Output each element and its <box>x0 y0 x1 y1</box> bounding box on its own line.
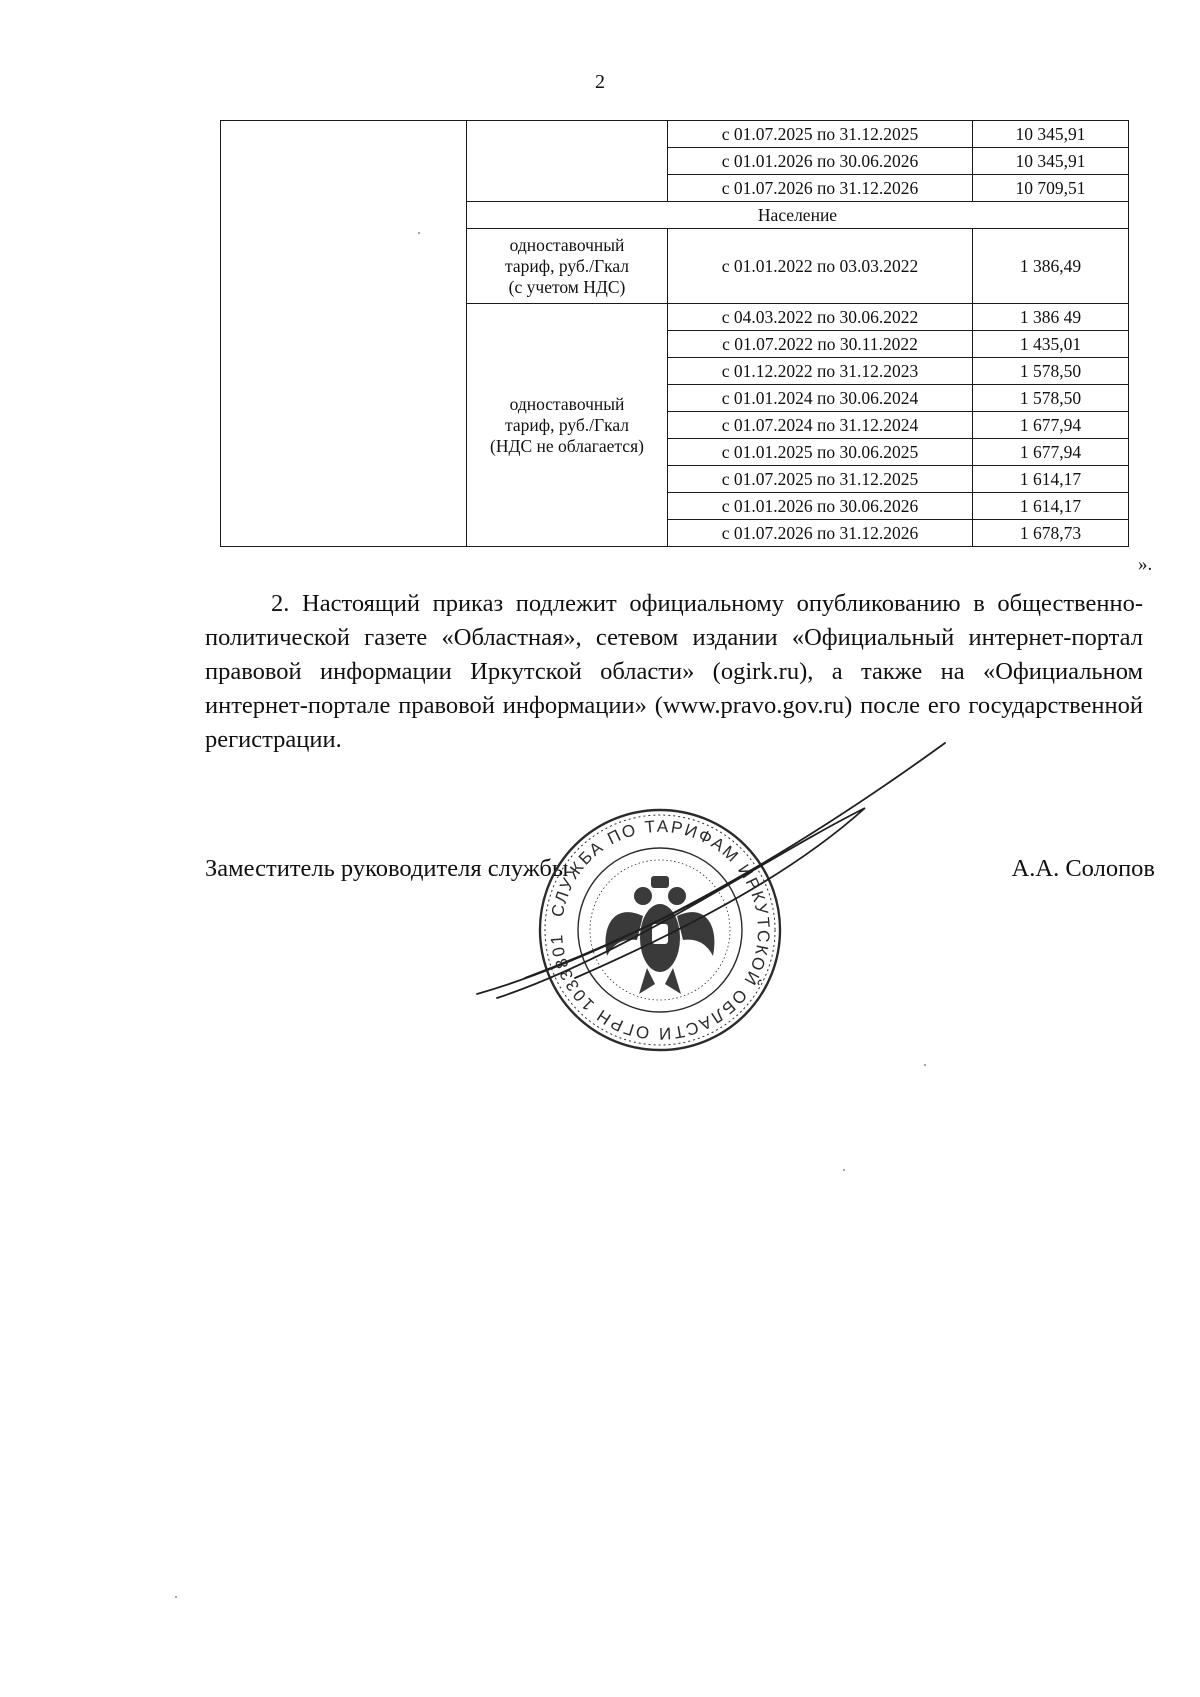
tariff-type-line: (с учетом НДС) <box>508 276 626 297</box>
period-cell: с 01.07.2024 по 31.12.2024 <box>668 412 973 439</box>
scan-speck <box>924 1064 926 1066</box>
paragraph-number: 2. <box>271 590 290 617</box>
scan-speck <box>843 1169 845 1171</box>
section-header-population: Население <box>467 202 1129 229</box>
period-cell: с 04.03.2022 по 30.06.2022 <box>668 304 973 331</box>
seal-ring-text <box>509 783 773 1043</box>
scan-speck <box>418 232 420 234</box>
seal-ring-textpath: СЛУЖБА ПО ТАРИФАМ ИРКУТСКОЙ ОБЛАСТИ ОГРН 1033801025092 <box>509 783 774 1044</box>
tariff-type-vat-cell <box>467 229 668 304</box>
period-cell: с 01.01.2026 по 30.06.2026 <box>668 493 973 520</box>
tariff-value-cell: 1 677,94 <box>973 412 1129 439</box>
tariff-value-cell: 10 345,91 <box>973 148 1129 175</box>
page-number: 2 <box>595 71 605 93</box>
signer-name: А.А. Солопов <box>1011 855 1155 882</box>
period-cell: с 01.07.2022 по 30.11.2022 <box>668 331 973 358</box>
tariff-value-cell: 1 578,50 <box>973 385 1129 412</box>
period-cell: с 01.07.2025 по 31.12.2025 <box>668 466 973 493</box>
tariff-type-no-vat-cell <box>467 304 668 547</box>
signer-title: Заместитель руководителя службы <box>205 855 569 882</box>
tariff-value-cell: 1 386 49 <box>973 304 1129 331</box>
tariff-type-line: одноставочный <box>509 393 625 414</box>
scan-speck <box>175 1596 177 1598</box>
tariff-value-cell: 1 614,17 <box>973 466 1129 493</box>
table-row <box>221 121 1129 148</box>
seal-graphic <box>509 783 1035 1063</box>
tariff-table <box>220 120 1129 547</box>
tariff-value-cell: 10 345,91 <box>973 121 1129 148</box>
paragraph-2 <box>205 587 1143 757</box>
tariff-value-cell: 1 435,01 <box>973 331 1129 358</box>
period-cell: с 01.01.2025 по 30.06.2025 <box>668 439 973 466</box>
period-cell: с 01.07.2025 по 31.12.2025 <box>668 121 973 148</box>
tariff-value-cell: 10 709,51 <box>973 175 1129 202</box>
tariff-type-line: (НДС не облагается) <box>490 435 644 456</box>
period-cell: с 01.01.2024 по 30.06.2024 <box>668 385 973 412</box>
tariff-type-line: одноставочный <box>509 234 625 255</box>
tariff-value-cell: 1 678,73 <box>973 520 1129 547</box>
tariff-value-cell: 1 614,17 <box>973 493 1129 520</box>
tariff-type-line: тариф, руб./Гкал <box>504 255 630 276</box>
signature-stroke <box>477 743 945 998</box>
tariff-value-cell: 1 677,94 <box>973 439 1129 466</box>
period-cell: с 01.07.2026 по 31.12.2026 <box>668 520 973 547</box>
closing-quote: ». <box>1138 554 1153 575</box>
period-cell: с 01.07.2026 по 31.12.2026 <box>668 175 973 202</box>
tariff-value-cell: 1 578,50 <box>973 358 1129 385</box>
period-cell: с 01.01.2022 по 03.03.2022 <box>668 229 973 304</box>
empty-merged-cell <box>221 121 467 547</box>
paragraph-text: Настоящий приказ подлежит официальному опубликованию в общественно-политической газете «Областная», сетевом издании «Официальный интернет-портал правовой информации Иркутской области» (ogirk.ru), а также на «Официальном интернет-портале правовой информации» (www.pravo.gov.ru) после его государственной регистрации. <box>205 590 1143 753</box>
double-headed-eagle-icon <box>606 876 715 994</box>
tariff-value-cell: 1 386,49 <box>973 229 1129 304</box>
empty-group-cell <box>467 121 668 202</box>
period-cell: с 01.01.2026 по 30.06.2026 <box>668 148 973 175</box>
period-cell: с 01.12.2022 по 31.12.2023 <box>668 358 973 385</box>
official-seal <box>509 783 1035 1063</box>
tariff-type-line: тариф, руб./Гкал <box>504 414 630 435</box>
